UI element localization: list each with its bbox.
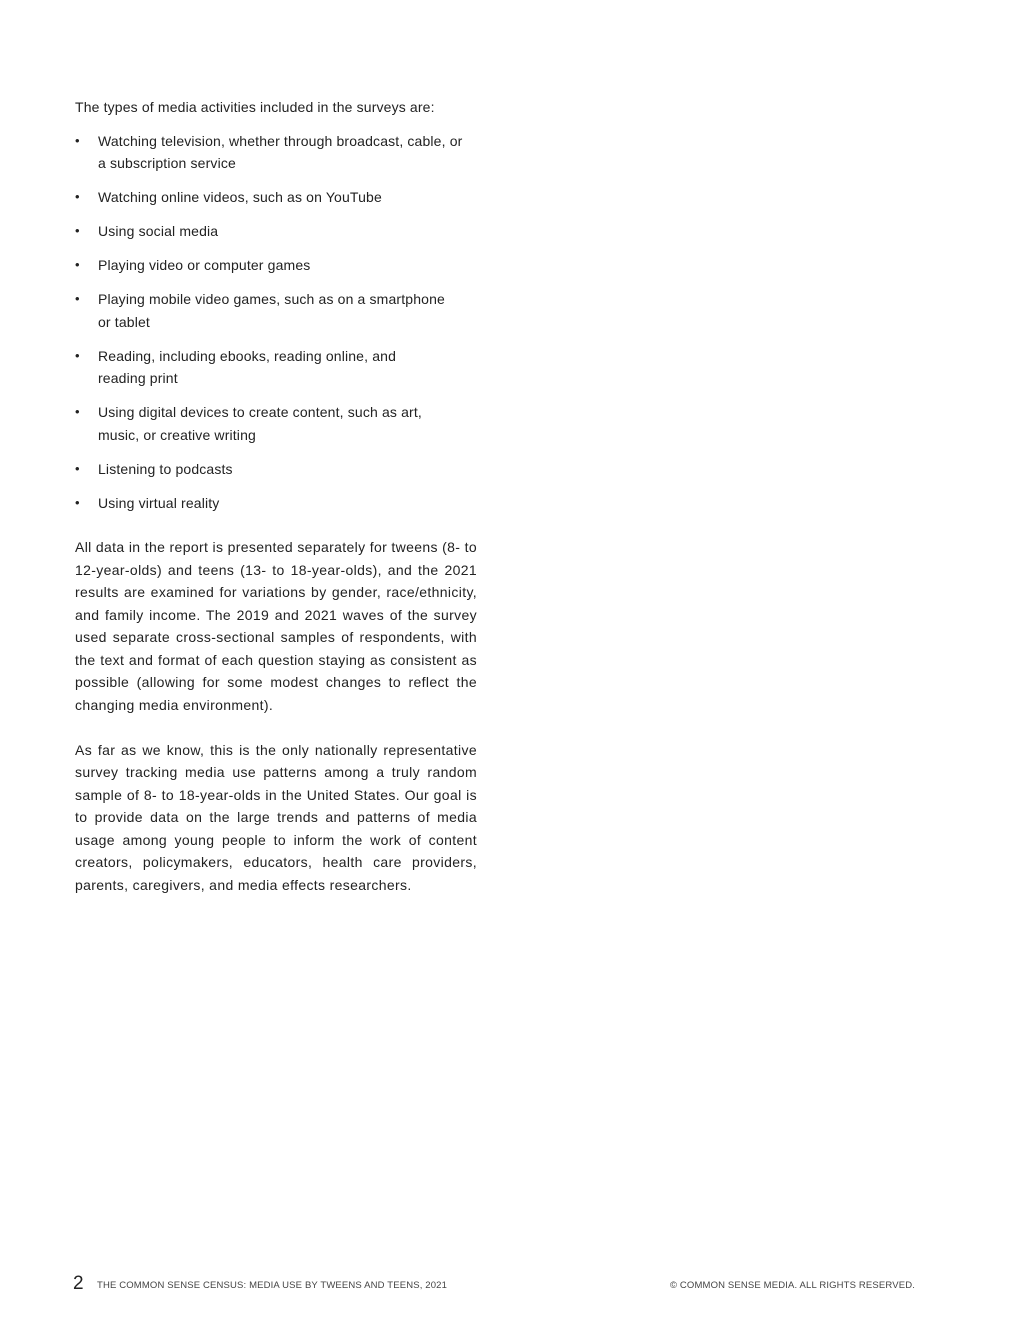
list-item-text: Using digital devices to create content, such as art, music, or creative writing xyxy=(98,404,422,443)
media-activities-list xyxy=(75,130,477,515)
copyright-notice: © COMMON SENSE MEDIA. ALL RIGHTS RESERVED. xyxy=(669,1280,915,1291)
main-text-column xyxy=(75,96,477,896)
page-footer xyxy=(73,1272,915,1296)
paragraph-survey-goal: As far as we know, this is the only nationally representative survey tracking media use patterns among a truly random sample of 8- to 18-year-olds in the United States. Our goal is to provide data on the large trends and patterns of media usage among young people to inform the work of content creators, policymakers, educators, health care providers, parents, caregivers, and media effects researchers. xyxy=(75,741,477,893)
bullet-icon: • xyxy=(75,347,80,363)
intro-sentence: The types of media activities included in the surveys are: xyxy=(75,99,435,115)
list-item xyxy=(75,220,470,243)
list-item xyxy=(75,458,470,481)
bullet-icon: • xyxy=(75,460,80,476)
list-item-text: Using virtual reality xyxy=(98,494,220,511)
list-item xyxy=(75,254,470,277)
list-item-text: Playing mobile video games, such as on a smartphone or tablet xyxy=(98,291,445,330)
bullet-icon: • xyxy=(75,404,80,419)
bullet-icon: • xyxy=(75,189,80,204)
list-item-text: Using social media xyxy=(98,223,219,239)
list-item-text: Playing video or computer games xyxy=(98,257,311,273)
bullet-icon: • xyxy=(75,257,80,272)
paragraph-data-breakdown: All data in the report is presented separately for tweens (8- to 12-year-olds) and teens (13- to 18-year-olds), and the 2021 results are examined for variations by gender, race/ethnicity, and family income. The 2019 and 2021 waves of the survey used separate cross-sectional samples of respondents, with the text and format of each question staying as consistent as possible (allowing for some modest changes to reflect the changing media environment). xyxy=(75,539,477,713)
list-item xyxy=(75,288,453,333)
page-number: 2 xyxy=(73,1273,84,1294)
bullet-icon: • xyxy=(75,132,80,148)
list-item-text: Watching online videos, such as on YouTube xyxy=(98,189,382,205)
list-item xyxy=(75,130,470,175)
list-item xyxy=(75,492,470,515)
list-item-text: Listening to podcasts xyxy=(98,460,233,477)
bullet-icon: • xyxy=(75,291,80,306)
list-item xyxy=(75,186,470,209)
list-item-text: Reading, including ebooks, reading online, and reading print xyxy=(98,347,397,386)
running-title: THE COMMON SENSE CENSUS: MEDIA USE BY TWEENS AND TEENS, 2021 xyxy=(97,1280,448,1291)
list-item xyxy=(75,345,428,390)
bullet-icon: • xyxy=(75,494,80,510)
list-item xyxy=(75,401,456,446)
bullet-icon: • xyxy=(75,223,80,238)
list-item-text: Watching television, whether through broadcast, cable, or a subscription service xyxy=(98,132,463,171)
